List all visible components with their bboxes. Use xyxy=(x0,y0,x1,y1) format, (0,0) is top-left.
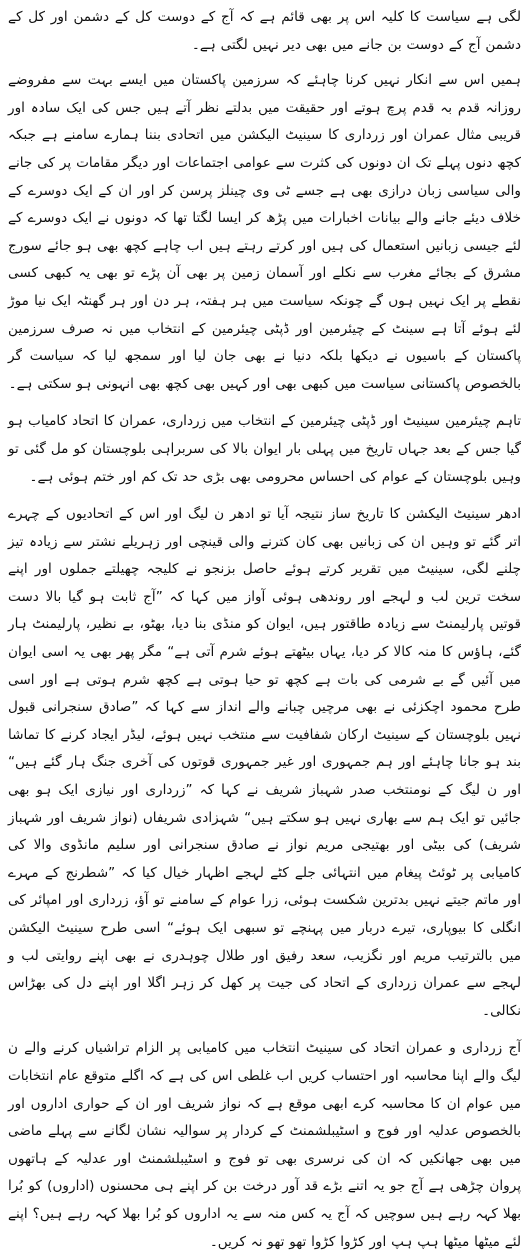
article-paragraph-4: ادھر سینیٹ الیکشن کا تاریخ ساز نتیجہ آیا تو ادھر ن لیگ اور اس کے اتحادیوں کے چہرے اتر گئے تو وہیں ان کی زبانیں بھی کان کترنے والی قینچی اور زہریلے نشتر سے زیادہ تیز چلنے لگی، سینیٹ میں تقریر کرتے ہوئے حاصل بزنجو نے کلیجہ چھیلتے جملوں اور اپنے سخت ترین لب و لہجے اور روندھی ہوئی آواز میں کہا کہ ”آج ثابت ہو گیا بالا دست قوتیں پارلیمنٹ سے زیادہ طاقتور ہیں، ایوان کو منڈی بنا دیا، بھٹو، بے نظیر، پارلیمنٹ ہار گئے، ہاؤس کا منہ کالا کر دیا، یہاں بیٹھتے ہوئے شرم آتی ہے“ مگر پھر بھی یہ اسی ایوان میں آئیں گے بے شرمی کی بات ہے کچھ تو حیا ہوتی ہے کچھ شرم ہوتی ہے اور اسی طرح محمود اچکزئی نے بھی مرچیں چبانے والے انداز سے کہا کہ ”صادق سنجرانی قبول نہیں بلوچستان کے سینیٹ ارکان شفافیت سے منتخب نہیں ہوئے، لیڈر ایجاد کرنے کا تماشا بند ہو جانا چاہئے اور ہم جمہوری اور غیر جمہوری قوتوں کی آخری جنگ ہار گئے ہیں“ اور ن لیگ کے نومنتخب صدر شہباز شریف نے کہا کہ ”زرداری اور نیازی ایک ہو بھی جائیں تو ایک ہم سے بھاری نہیں ہو سکتے ہیں“ شہزادی شریفاں (نواز شریف اور شہباز شریف) کی بیٹی اور بھتیجی مریم نواز نے صادق سنجرانی اور سلیم مانڈوی والا کی کامیابی پر ٹوئٹ پیغام میں انتہائی جلے کٹے لہجے اظہار خیال کیا کہ ”شطرنج کے مہرے اور ماتم جیتے نہیں بدترین شکست ہوئی، زرا عوام کے سامنے تو آؤ، زرداری اور امپائر کی انگلی کا بیوپاری، تیرے دربار میں پہنچے تو سبھی ایک ہوئے“ اسی طرح سینیٹ الیکشن میں بالترتیب مریم اور نگزیب، سعد رفیق اور طلال چوہدری نے بھی اپنے روایتی لب و لہجے سے عمران زرداری کے اتحاد کی جیت پر کھل کر زہر اگلا اور اپنے دل کی بھڑاس نکالی۔ xyxy=(8,506,521,1019)
article-paragraph-5: آج زرداری و عمران اتحاد کی سینیٹ انتخاب میں کامیابی پر الزام تراشیاں کرنے والے ن لیگ والے اپنا محاسبہ اور احتساب کریں اب غلطی اس کی ہے کہ اگلے متوقع عام انتخابات میں عوام ان کا محاسبہ کرے ابھی موقع ہے کہ نواز شریف اور ان کے حواری اداروں اور بالخصوص عدلیہ اور فوج و اسٹیبلشمنٹ کے کردار پر سوالیہ نشان لگانے سے پہلے ماضی میں بھی جھانکیں کہ ان کی نرسری بھی تو فوج و اسٹیبلشمنٹ اور عدلیہ کے ہاتھوں پروان چڑھی ہے آج جو یہ اتنے بڑے قد آور درخت بن کر اپنے ہی محسنوں (اداروں) کو بُرا بھلا کہہ رہے ہیں سوچیں کہ آج یہ کس منہ سے یہ اداروں کو بُرا بھلا کہہ رہے ہیں؟ اپنے لئے میٹھا میٹھا ہپ ہپ اور کڑوا کڑوا تھو تھو نہ کریں۔ xyxy=(8,1040,521,1250)
article-paragraph-2: ہمیں اس سے انکار نہیں کرنا چاہئے کہ سرزمین پاکستان میں ایسے بہت سے مفروضے روزانہ قدم بہ قدم پرچ ہوتے اور حقیقت میں بدلتے نظر آتے ہیں جس کی ایک سادہ اور قریبی مثال عمران اور زرداری کا سینیٹ الیکشن میں اتحادی بننا ہمارے سامنے ہے جبکہ کچھ دنوں پہلے تک ان دونوں کی کثرت سے عوامی اجتماعات اور دیگر مقامات پر کی جانے والی سیاسی زبان درازی بھی ہے جسے ٹی وی چینلز پرسن کر اور ان کے ایک دوسرے کے خلاف دیئے جانے والے بیانات اخبارات میں پڑھ کر ایسا لگتا تھا کہ دونوں نے ایک دوسرے کے لئے جیسی زبانیں استعمال کی ہیں اور کرتے رہتے ہیں اب چاہے کچھ بھی ہو جائے سورج مشرق کے بجائے مغرب سے نکلے اور آسمان زمین پر بھی آن پڑے تو بھی یہ کبھی کسی نقطے پر ایک نہیں ہوں گے چونکہ سیاست میں ہر ہفتہ، ہر دن اور ہر گھنٹہ ایک نیا موڑ لئے ہوئے آتا ہے سینٹ کے چیئرمین اور ڈپٹی چیئرمین کے انتخاب میں نہ صرف سرزمین پاکستان کے باسیوں نے دیکھا بلکہ دنیا نے بھی جان لیا اور سمجھ لیا کہ سیاست گر بالخصوص پاکستانی سیاست میں کبھی بھی اور کہیں بھی کچھ بھی انہونی ہو سکتی ہے۔ xyxy=(8,72,521,392)
article-paragraph-3: تاہم چیئرمین سینیٹ اور ڈپٹی چیئرمین کے انتخاب میں زرداری، عمران کا اتحاد کامیاب ہو گیا جس کے بعد جہاں تاریخ میں پہلی بار ایوان بالا کی سربراہی بلوچستان کو مل گئی تو وہیں بلوچستان کے عوام کی احساس محرومی بھی بڑی حد تک کم اور ختم ہوئی ہے۔ xyxy=(8,413,521,485)
article-paragraph-1: لگی ہے سیاست کا کلیہ اس پر بھی قائم ہے کہ آج کے دوست کل کے دشمن اور کل کے دشمن آج کے دوست بن جانے میں بھی دیر نہیں لگتی ہے۔ xyxy=(8,9,521,53)
